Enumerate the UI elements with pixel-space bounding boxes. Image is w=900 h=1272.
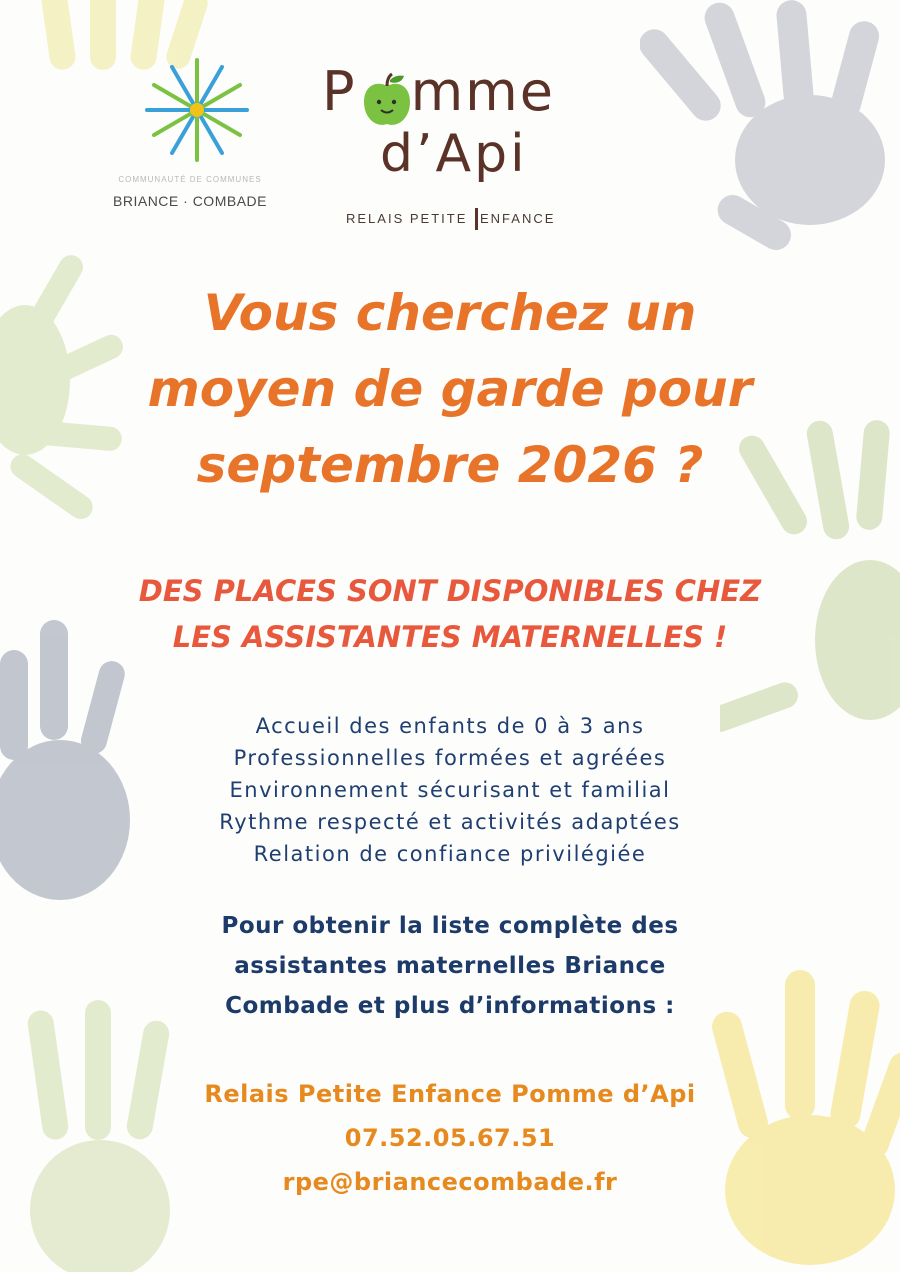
- feature-item: Accueil des enfants de 0 à 3 ans: [255, 714, 645, 738]
- headline: [100, 275, 800, 503]
- info-line-1: Pour obtenir la liste complète des: [221, 913, 679, 939]
- subheadline-line-1: DES PLACES SONT DISPONIBLES CHEZ: [138, 574, 762, 608]
- logo-pa-letter-p: P: [322, 60, 357, 123]
- contact-email: rpe@briancecombade.fr: [282, 1168, 618, 1196]
- hand-print-grey-top-right-icon: [640, 0, 900, 250]
- info-paragraph: [100, 906, 800, 1026]
- logo-pa-letters-mme: mme: [410, 60, 556, 123]
- feature-item: Relation de confiance privilégiée: [253, 842, 647, 866]
- features-list: [100, 710, 800, 870]
- info-line-2: assistantes maternelles Briance: [234, 953, 666, 979]
- logo-pomme-dapi: [320, 62, 610, 232]
- headline-line-1: Vous cherchez un: [203, 284, 697, 342]
- logo-cc-subtitle: COMMUNAUTÉ DE COMMUNES: [118, 175, 262, 184]
- contact-phone: 07.52.05.67.51: [344, 1124, 556, 1152]
- logo-pa-sub-right: ENFANCE: [480, 211, 556, 226]
- logo-pa-divider: [475, 208, 478, 230]
- headline-line-3: septembre 2026 ?: [196, 436, 704, 494]
- feature-item: Rythme respecté et activités adaptées: [219, 810, 681, 834]
- info-line-3: Combade et plus d’informations :: [225, 993, 675, 1019]
- logo-briance-combade: [70, 55, 310, 225]
- headline-line-2: moyen de garde pour: [147, 360, 753, 418]
- feature-item: Professionnelles formées et agréées: [233, 746, 667, 770]
- sun-burst-icon: [142, 55, 252, 165]
- apple-icon: [358, 72, 416, 130]
- contact-name: Relais Petite Enfance Pomme d’Api: [204, 1080, 696, 1108]
- logo-pa-sub-left: RELAIS PETITE: [346, 211, 468, 226]
- logo-pa-subtitle: [346, 208, 616, 230]
- subheadline: [60, 568, 840, 660]
- feature-item: Environnement sécurisant et familial: [229, 778, 671, 802]
- contact-block: [100, 1072, 800, 1204]
- logo-cc-name: BRIANCE · COMBADE: [113, 193, 267, 209]
- logo-pa-title-line2: d’Api: [380, 124, 528, 184]
- subheadline-line-2: LES ASSISTANTES MATERNELLES !: [172, 620, 728, 654]
